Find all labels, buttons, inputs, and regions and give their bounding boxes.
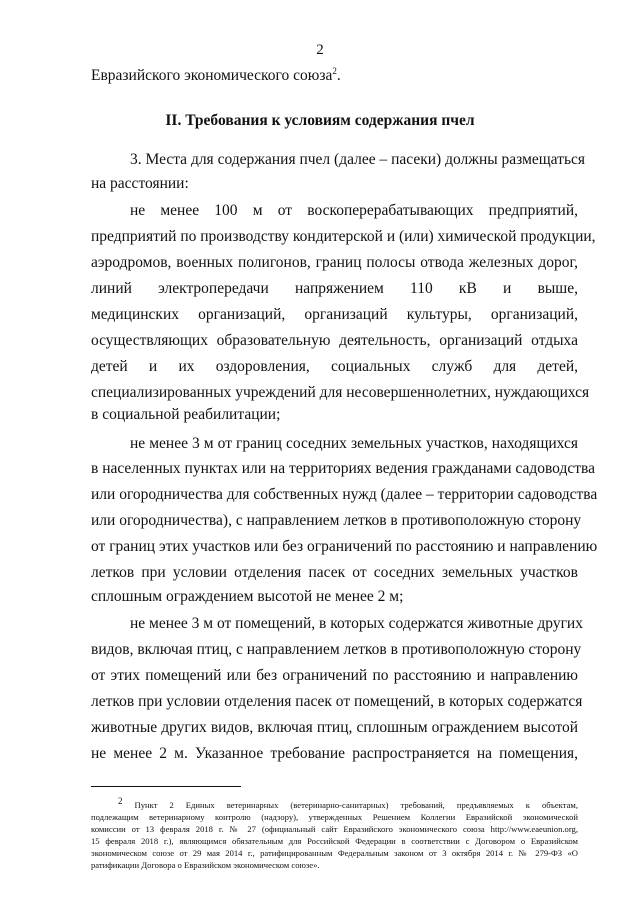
paragraph-line: не менее 3 м от помещений, в которых содержатся животные других: [130, 615, 583, 632]
footnote-line: 15 февраля 2018 г.), являющимся обязательным для Российской Федерации в соответствии с Договором о Евразийском: [91, 836, 578, 846]
paragraph-line: сплошным ограждением высотой не менее 2 м;: [91, 588, 404, 605]
paragraph-line: видов, включая птиц, с направлением летков в противоположную сторону: [91, 641, 582, 658]
paragraph-line: на расстоянии:: [91, 175, 189, 192]
paragraph-line: линий электропередачи напряжением 110 кВ и выше,: [91, 280, 578, 297]
intro-line: Евразийского экономического союза$^2$.: [91, 65, 341, 84]
footnote-text: Пункт 2 Единых ветеринарных (ветеринарно-санитарных) требований, предъявляемых к объектам,: [134, 800, 578, 810]
paragraph-line: летков при условии отделения пасек от соседних земельных участков: [91, 564, 578, 581]
paragraph-line: 3. Места для содержания пчел (далее – пасеки) должны размещаться: [130, 151, 586, 168]
footnote-line: комиссии от 13 февраля 2018 г. № 27 (официальный сайт Евразийского экономического союза http://www.eaeunion.org,: [91, 824, 578, 834]
intro-text: Евразийского экономического союза: [91, 67, 333, 84]
paragraph-line: предприятий по производству кондитерской и (или) химической продукции,: [91, 228, 596, 245]
paragraph-line: от границ этих участков или без ограничений по расстоянию и направлению: [91, 538, 598, 555]
paragraph-line: не менее 3 м от границ соседних земельных участков, находящихся: [130, 435, 578, 452]
paragraph-line: или огородничества), с направлением летков в противоположную сторону: [91, 512, 582, 529]
footnote-line: ратификации Договора о Евразийском экономическом союзе».: [91, 860, 320, 870]
paragraph-line: в социальной реабилитации;: [91, 406, 281, 423]
paragraph-line: не менее 100 м от воскоперерабатывающих предприятий,: [130, 202, 578, 219]
footnote-mark: 2: [118, 796, 123, 807]
paragraph-line: животные других видов, включая птиц, сплошным ограждением высотой: [91, 719, 578, 736]
footnote-separator: [91, 786, 241, 787]
footnote-line: экономическом союзе от 29 мая 2014 г., ратифицированным Федеральным законом от 3 октября 2014 г. № 279-ФЗ «О: [91, 848, 578, 858]
paragraph-line: медицинских организаций, организаций культуры, организаций,: [91, 306, 578, 323]
paragraph-line: не менее 2 м. Указанное требование распространяется на помещения,: [91, 745, 578, 762]
paragraph-line: детей и их оздоровления, социальных служб для детей,: [91, 358, 578, 375]
paragraph-line: или огородничества для собственных нужд (далее – территории садоводства: [91, 486, 598, 503]
paragraph-line: от этих помещений или без ограничений по расстоянию и направлению: [91, 667, 578, 684]
section-heading: II. Требования к условиям содержания пчел: [165, 112, 475, 129]
footnote-line: подлежащим ветеринарному контролю (надзору), утвержденных Решением Коллегии Евразийской экономической: [91, 812, 578, 822]
footnote-ref: 2: [332, 65, 337, 76]
paragraph-line: аэродромов, военных полигонов, границ полосы отвода железных дорог,: [91, 254, 578, 271]
page-number: 2: [316, 42, 324, 58]
footnote-line: [118, 796, 578, 811]
paragraph-line: в населенных пунктах или на территориях ведения гражданами садоводства: [91, 460, 596, 477]
paragraph-line: осуществляющих образовательную деятельность, организаций отдыха: [91, 332, 578, 349]
paragraph-line: специализированных учреждений для несовершеннолетних, нуждающихся: [91, 384, 590, 401]
paragraph-line: летков при условии отделения пасек от помещений, в которых содержатся: [91, 693, 583, 710]
